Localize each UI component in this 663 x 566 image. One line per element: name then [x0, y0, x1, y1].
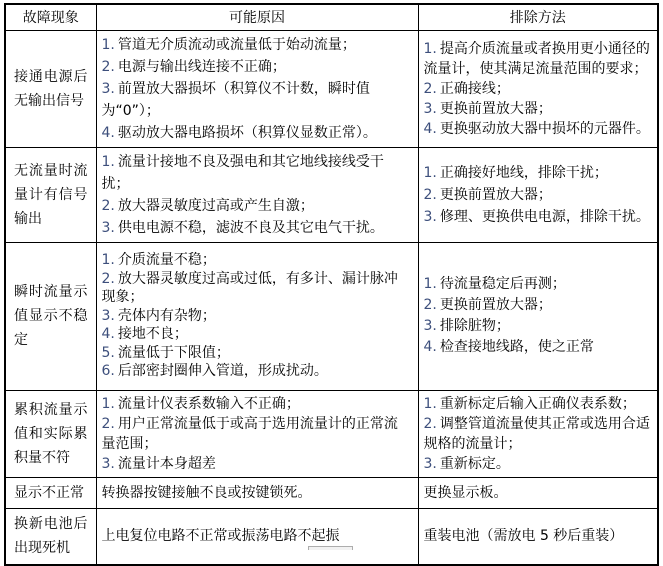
solution-item	[424, 394, 652, 414]
item-text: 流量低于下限值；	[117, 344, 230, 361]
item-number: 2.	[423, 80, 437, 97]
item-text: 流量计接地不良及强电和其它地线接线受干扰；	[101, 153, 384, 192]
causes-cell	[96, 477, 418, 508]
fault-cell: 换新电池后出现死机	[5, 508, 96, 565]
item-number: 1.	[423, 276, 437, 292]
item-number: 1.	[101, 252, 115, 269]
cause-item	[102, 414, 412, 454]
item-text: 更换显示板。	[423, 484, 508, 501]
fault-cell: 无流量时流量计有信号输出	[5, 147, 96, 242]
item-text: 前置放大器损坏（积算仪不计数，瞬时值为“0”）；	[101, 80, 370, 119]
item-text: 放大器灵敏度过高或过低，有多计、漏计脉冲现象；	[101, 270, 398, 306]
item-number: 1.	[101, 395, 115, 412]
item-text: 重新标定。	[439, 455, 510, 472]
item-text: 检查接地线路，使之正常	[439, 339, 594, 355]
item-number: 3.	[423, 208, 437, 225]
item-number: 1.	[423, 164, 437, 181]
item-number: 3.	[423, 455, 437, 472]
item-number: 1.	[423, 40, 437, 57]
header-fault-phenomenon: 故障现象	[5, 4, 96, 30]
cause-item	[102, 394, 412, 414]
table-row	[5, 390, 658, 477]
table-row	[5, 477, 658, 508]
cause-item	[102, 362, 412, 381]
item-text: 调整管道流量使其正常或选用合适规格的流量计；	[423, 415, 650, 452]
solutions-cell	[418, 30, 658, 147]
item-number: 5.	[101, 344, 115, 361]
cause-item	[102, 34, 412, 56]
item-text: 接地不良；	[117, 326, 188, 343]
item-text: 更换驱动放大器中损坏的元器件。	[439, 120, 650, 137]
solutions-cell	[418, 508, 658, 565]
item-text: 驱动放大器电路损坏（积算仪显数正常）。	[117, 124, 377, 141]
causes-cell	[96, 147, 418, 242]
cause-item	[102, 483, 412, 503]
item-number: 3.	[423, 318, 437, 334]
item-number: 2.	[101, 415, 115, 432]
item-text: 用户正常流量低于或高于选用流量计的正常流量范围；	[101, 415, 398, 452]
item-text: 流量计仪表系数输入不正确；	[117, 395, 300, 412]
solution-item	[424, 337, 652, 358]
solution-item	[424, 39, 652, 79]
header-remedy: 排除方法	[418, 4, 658, 30]
item-number: 4.	[423, 120, 437, 137]
item-text: 后部密封圈伸入管道，形成扰动。	[117, 363, 328, 380]
solution-item	[424, 295, 652, 316]
item-number: 2.	[101, 270, 115, 287]
cause-item	[102, 78, 412, 122]
solution-item	[424, 184, 652, 206]
solution-item	[424, 414, 652, 454]
cause-item	[102, 344, 412, 363]
item-text: 管道无介质流动或流量低于始动流量；	[117, 36, 356, 53]
solutions-cell	[418, 242, 658, 390]
table-row	[5, 147, 658, 242]
cause-item	[102, 325, 412, 344]
item-number: 4.	[101, 326, 115, 343]
item-text: 排除脏物；	[439, 318, 510, 334]
item-number: 3.	[423, 100, 437, 117]
solutions-cell	[418, 477, 658, 508]
item-number: 3.	[101, 219, 115, 236]
causes-cell	[96, 390, 418, 477]
fault-table-body	[5, 30, 658, 565]
solution-item	[424, 162, 652, 184]
item-text: 重装电池（需放电 5 秒后重装）	[423, 528, 624, 545]
item-text: 更换前置放大器；	[439, 297, 552, 313]
solution-item	[424, 99, 652, 119]
item-text: 提高介质流量或者换用更小通径的流量计，使其满足流量范围的要求；	[423, 40, 650, 77]
fault-troubleshooting-table	[4, 3, 659, 566]
solution-item	[424, 79, 652, 99]
causes-cell	[96, 30, 418, 147]
solutions-cell	[418, 390, 658, 477]
item-number: 3.	[101, 455, 115, 472]
item-number: 2.	[423, 297, 437, 313]
item-text: 待流量稳定后再测；	[439, 276, 566, 292]
solution-item	[424, 274, 652, 295]
item-number: 6.	[101, 363, 115, 380]
table-row	[5, 30, 658, 147]
item-text: 修理、更换供电电源，排除干扰。	[439, 208, 650, 225]
item-number: 2.	[423, 186, 437, 203]
item-text: 正确接好地线，排除干扰；	[439, 164, 608, 181]
item-text: 供电电源不稳，滤波不良及其它电气干扰。	[117, 219, 384, 236]
solution-item	[424, 206, 652, 228]
item-number: 2.	[423, 415, 437, 432]
item-text: 上电复位电路不正常或振荡电路不起振	[101, 528, 340, 545]
cause-item	[102, 526, 412, 546]
solution-item	[424, 119, 652, 139]
cause-item	[102, 122, 412, 144]
causes-cell	[96, 508, 418, 565]
cause-item	[102, 217, 412, 239]
cause-item	[102, 151, 412, 195]
cropped-ui-fragment	[308, 546, 353, 550]
solution-item	[424, 316, 652, 337]
cause-item	[102, 251, 412, 270]
item-number: 1.	[423, 395, 437, 412]
item-text: 转换器按键接触不良或按键锁死。	[101, 484, 312, 501]
header-possible-cause: 可能原因	[96, 4, 418, 30]
item-number: 2.	[101, 58, 115, 75]
fault-cell: 接通电源后无输出信号	[5, 30, 96, 147]
item-text: 重新标定后输入正确仪表系数；	[439, 395, 636, 412]
fault-cell: 累积流量示值和实际累积量不符	[5, 390, 96, 477]
item-number: 4.	[101, 124, 115, 141]
item-text: 更换前置放大器；	[439, 186, 552, 203]
item-number: 1.	[101, 153, 115, 170]
item-text: 正确接线；	[439, 80, 510, 97]
item-number: 3.	[101, 80, 115, 97]
cause-item	[102, 195, 412, 217]
solution-item	[424, 526, 652, 546]
item-text: 流量计本身超差	[117, 455, 216, 472]
table-row	[5, 242, 658, 390]
item-text: 壳体内有杂物；	[117, 307, 216, 324]
cause-item	[102, 270, 412, 307]
fault-cell: 瞬时流量示值显示不稳定	[5, 242, 96, 390]
item-text: 放大器灵敏度过高或产生自激；	[117, 197, 314, 214]
causes-cell	[96, 242, 418, 390]
cause-item	[102, 454, 412, 474]
item-number: 3.	[101, 307, 115, 324]
item-number: 4.	[423, 339, 437, 355]
table-row	[5, 508, 658, 565]
item-text: 介质流量不稳；	[117, 252, 216, 269]
item-number: 1.	[101, 36, 115, 53]
item-text: 更换前置放大器；	[439, 100, 552, 117]
item-number: 2.	[101, 197, 115, 214]
solution-item	[424, 483, 652, 503]
cause-item	[102, 307, 412, 326]
item-text: 电源与输出线连接不正确；	[117, 58, 286, 75]
fault-cell: 显示不正常	[5, 477, 96, 508]
solution-item	[424, 454, 652, 474]
table-header-row	[5, 4, 658, 30]
solutions-cell	[418, 147, 658, 242]
cause-item	[102, 56, 412, 78]
